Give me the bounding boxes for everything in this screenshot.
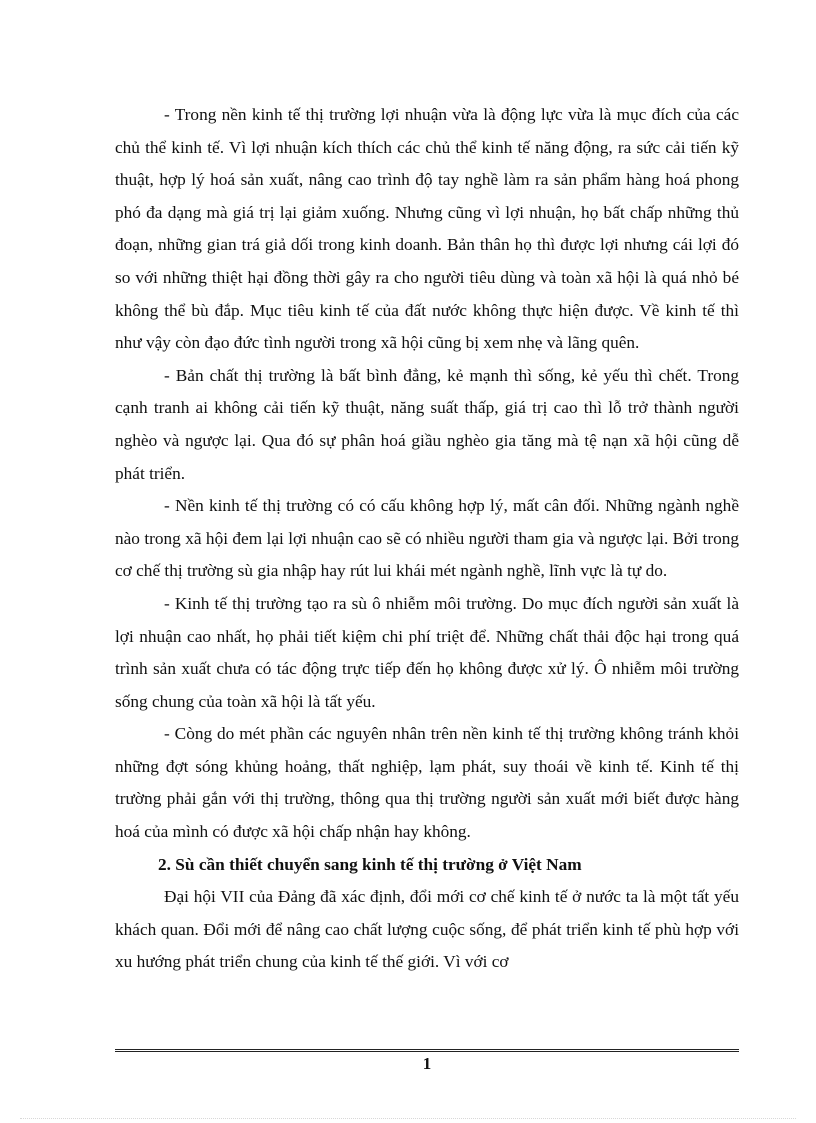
paragraph-structure: - Nền kinh tế thị trường có có cấu không hợp lý, mất cân đối. Những ngành nghề nào trong xã hội đem lại lợi nhuận cao sẽ có nhiều người tham gia và ngược lại. Bởi trong cơ chế thị trường sù gia nhập hay rút lui khái mét ngành nghề, lĩnh vực là tự do. — [115, 496, 739, 581]
paragraph-profit: - Trong nền kinh tế thị trường lợi nhuận vừa là động lực vừa là mục đích của các chủ thể kinh tế. Vì lợi nhuận kích thích các chủ thể kinh tế năng động, ra sức cải tiến kỹ thuật, hợp lý hoá sản xuất, nâng cao trình độ tay nghề làm ra sản phẩm hàng hoá phong phó đa dạng mà giá trị lại giảm xuống. Nhưng cũng vì lợi nhuận, họ bất chấp những thủ đoạn, những gian trá giả dối trong kinh doanh. Bản thân họ thì được lợi nhưng cái lợi đó so với những thiệt hại đồng thời gây ra cho người tiêu dùng và toàn xã hội là quá nhỏ bé không thể bù đắp. Mục tiêu kinh tế của đất nước không thực hiện được. Về kinh tế thì như vậy còn đạo đức tình người trong xã hội cũng bị xem nhẹ và lãng quên. — [115, 105, 739, 353]
paragraph-pollution: - Kinh tế thị trường tạo ra sù ô nhiễm môi trường. Do mục đích người sản xuất là lợi nhuận cao nhất, họ phải tiết kiệm chi phí triệt để. Những chất thải độc hại trong quá trình sản xuất chưa có tác động trực tiếp đến họ không được xử lý. Ô nhiễm môi trường sống chung của toàn xã hội là tất yếu. — [115, 593, 739, 711]
page-body — [115, 99, 739, 979]
paragraph-congress: Đại hội VII của Đảng đã xác định, đổi mới cơ chế kinh tế ở nước ta là một tất yếu khách quan. Đổi mới để nâng cao chất lượng cuộc sống, để phát triển kinh tế phù hợp với xu hướng phát triển chung của kinh tế thế giới. Vì với cơ — [115, 887, 739, 972]
page-number: 1 — [422, 1054, 432, 1073]
page-edge-divider — [20, 1118, 796, 1119]
section-heading: 2. Sù cần thiết chuyển sang kinh tế thị trường ở Việt Nam — [158, 854, 582, 874]
footer-divider — [115, 1049, 739, 1052]
paragraph-inequality: - Bản chất thị trường là bất bình đẳng, kẻ mạnh thì sống, kẻ yếu thì chết. Trong cạnh tranh ai không cải tiến kỹ thuật, năng suất thấp, giá trị cao thì lỗ trở thành người nghèo và ngược lại. Qua đó sự phân hoá giầu nghèo gia tăng mà tệ nạn xã hội cũng dễ phát triển. — [115, 365, 739, 483]
paragraph-crisis: - Còng do mét phần các nguyên nhân trên nền kinh tế thị trường không tránh khỏi những đợt sóng khủng hoảng, thất nghiệp, lạm phát, suy thoái về kinh tế. Kinh tế thị trường phải gắn với thị trường, thông qua thị trường người sản xuất mới biết được hàng hoá của mình có được xã hội chấp nhận hay không. — [115, 724, 739, 842]
